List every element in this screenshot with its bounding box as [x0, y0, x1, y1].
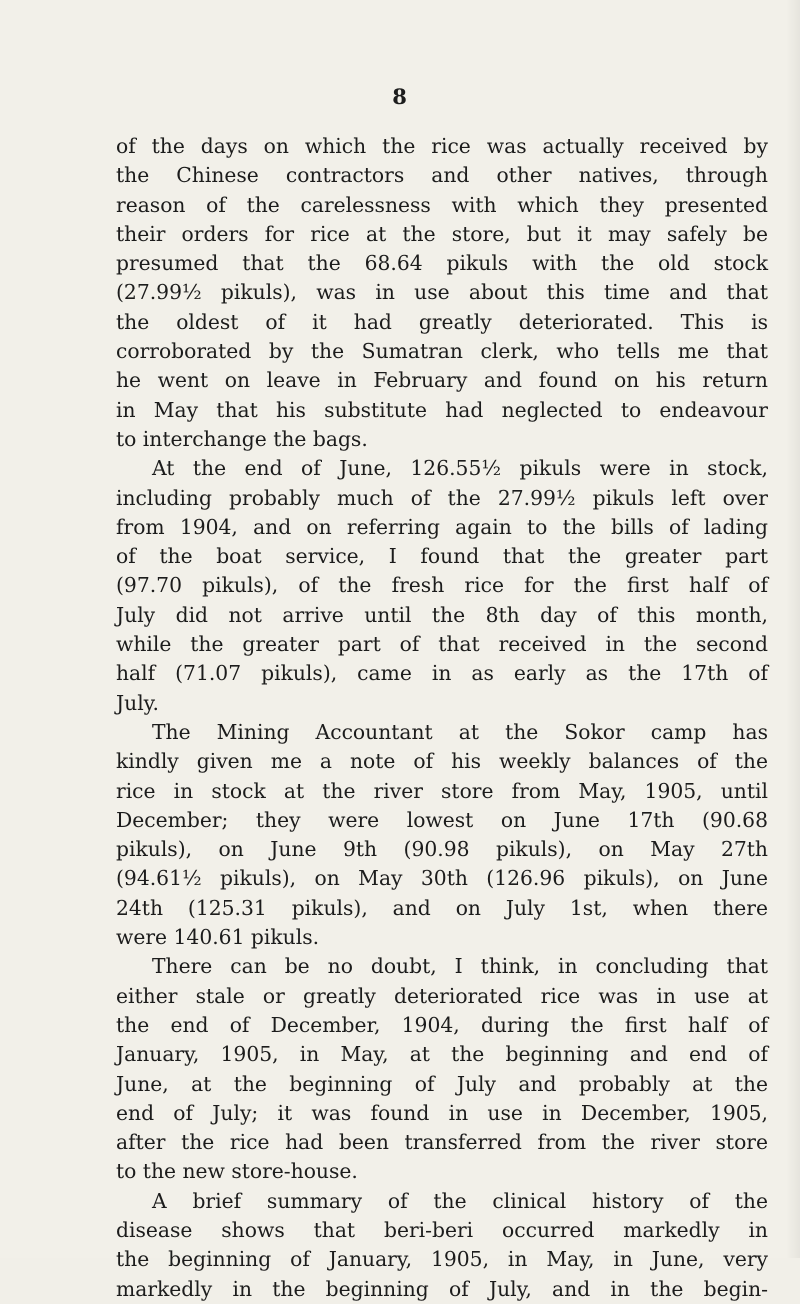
text-line: January, 1905, in May, at the beginning and end of: [116, 1042, 768, 1067]
text-line: December; they were lowest on June 17th (90.68: [116, 807, 768, 832]
text-line: of the days on which the rice was actually received by: [116, 134, 768, 158]
text-line: the oldest of it had greatly deteriorated. This is: [116, 309, 768, 334]
text-line: the end of December, 1904, during the first half of: [116, 1012, 768, 1037]
text-line: pikuls), on June 9th (90.98 pikuls), on May 27th: [116, 837, 768, 862]
page-number: 8: [392, 84, 408, 109]
text-line: from 1904, and on referring again to the bills of lading: [116, 514, 768, 539]
text-line: presumed that the 68.64 pikuls with the old stock: [116, 251, 768, 276]
body-text: [116, 132, 768, 1304]
text-line: their orders for rice at the store, but it may safely be: [116, 221, 768, 246]
text-line: the Chinese contractors and other natives, through: [116, 163, 768, 188]
text-line: (94.61½ pikuls), on May 30th (126.96 pikuls), on June: [116, 866, 768, 891]
text-line: At the end of June, 126.55½ pikuls were in stock,: [152, 456, 768, 481]
text-line: rice in stock at the river store from May, 1905, until: [116, 778, 768, 803]
text-line: to interchange the bags.: [116, 426, 368, 451]
text-line: half (71.07 pikuls), came in as early as the 17th of: [116, 661, 768, 686]
text-line: There can be no doubt, I think, in concluding that: [152, 954, 768, 979]
text-line: kindly given me a note of his weekly balances of the: [116, 749, 768, 774]
text-line: were 140.61 pikuls.: [116, 925, 320, 950]
text-line: the beginning of January, 1905, in May, in June, very: [116, 1247, 768, 1272]
text-line: 24th (125.31 pikuls), and on July 1st, when there: [116, 895, 768, 920]
text-line: to the new store-house.: [116, 1159, 358, 1184]
text-line: July.: [116, 690, 159, 715]
text-line: either stale or greatly deteriorated rice was in use at: [116, 983, 768, 1008]
text-line: while the greater part of that received in the second: [116, 632, 768, 657]
text-line: end of July; it was found in use in December, 1905,: [116, 1100, 768, 1125]
text-line: of the boat service, I found that the greater part: [116, 544, 768, 569]
text-line: A brief summary of the clinical history of the: [152, 1188, 768, 1213]
text-line: he went on leave in February and found on his return: [116, 368, 768, 393]
text-line: disease shows that beri-beri occurred markedly in: [116, 1217, 768, 1242]
text-line: after the rice had been transferred from the river store: [116, 1130, 768, 1155]
text-line: reason of the carelessness with which they presented: [116, 192, 768, 217]
page-edge-shadow: [786, 0, 800, 1258]
text-line: The Mining Accountant at the Sokor camp has: [152, 719, 768, 744]
text-line: (97.70 pikuls), of the fresh rice for the first half of: [116, 573, 768, 598]
text-line: in May that his substitute had neglected to endeavour: [116, 397, 768, 422]
text-line: June, at the beginning of July and probably at the: [116, 1071, 768, 1096]
text-line: including probably much of the 27.99½ pikuls left over: [116, 485, 768, 510]
text-line: July did not arrive until the 8th day of this month,: [116, 602, 768, 627]
text-line: (27.99½ pikuls), was in use about this time and that: [116, 280, 768, 305]
text-line: corroborated by the Sumatran clerk, who tells me that: [116, 339, 768, 364]
text-line: markedly in the beginning of July, and in the begin-: [116, 1276, 768, 1301]
